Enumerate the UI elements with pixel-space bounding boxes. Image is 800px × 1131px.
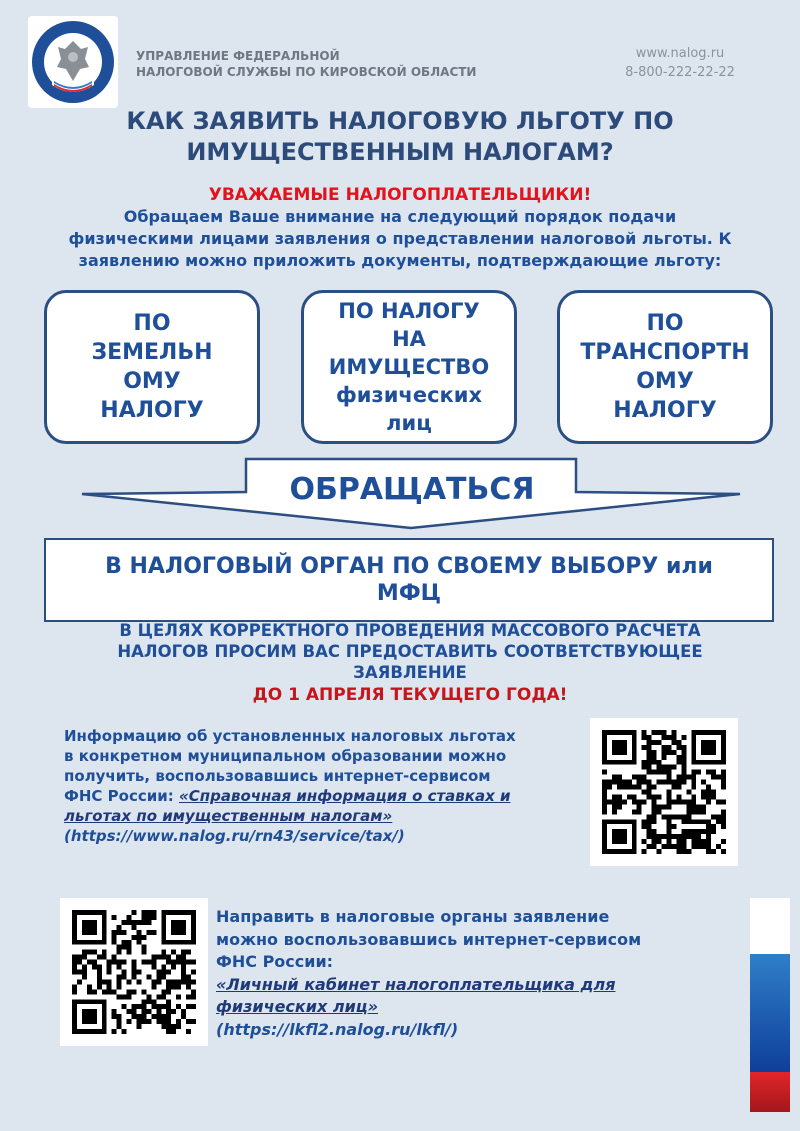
transport-tax-line-3: ОМУ [636, 369, 694, 394]
land-tax-line-3: ОМУ [123, 369, 181, 394]
transport-tax-line-4: НАЛОГУ [613, 398, 717, 423]
cabinet-service-link-part-2[interactable]: физических лиц» [216, 997, 379, 1016]
qr-code-icon [602, 730, 726, 854]
info-line-4-prefix: ФНС России: [64, 787, 179, 805]
transport-tax-line-1: ПО [646, 311, 684, 336]
intro-line-3: заявлению можно приложить документы, подтверждающие льготу: [78, 251, 722, 270]
property-tax-line-4: физических [335, 383, 483, 407]
purpose-line-1: В ЦЕЛЯХ КОРРЕКТНОГО ПРОВЕДЕНИЯ МАССОВОГО РАСЧЕТА [119, 621, 701, 640]
website-link[interactable]: www.nalog.ru [635, 46, 725, 61]
rates-service-link-part-2[interactable]: льготах по имущественным налогам» [64, 807, 393, 825]
flag-stripe-red [750, 1072, 790, 1112]
fns-logo [28, 16, 118, 108]
transport-tax-box [557, 290, 773, 444]
page-title-line-2: ИМУЩЕСТВЕННЫМ НАЛОГАМ? [186, 138, 614, 166]
purpose-line-3: ЗАЯВЛЕНИЕ [353, 663, 467, 682]
rates-info-text [64, 726, 580, 846]
purpose-line-2: НАЛОГОВ ПРОСИМ ВАС ПРЕДОСТАВИТЬ СООТВЕТСТВУЮЩЕЕ [117, 642, 703, 661]
organization-name-line-2: НАЛОГОВОЙ СЛУЖБЫ ПО КИРОВСКОЙ ОБЛАСТИ [136, 65, 477, 79]
deadline-text: ДО 1 АПРЕЛЯ ТЕКУЩЕГО ГОДА! [252, 685, 568, 705]
property-tax-line-2: НА [392, 327, 426, 351]
rates-service-url[interactable]: (https://www.nalog.ru/rn43/service/tax/) [64, 827, 405, 845]
property-tax-line-5: лиц [386, 411, 432, 435]
property-tax-line-1: ПО НАЛОГУ [338, 299, 480, 323]
page-title-line-1: КАК ЗАЯВИТЬ НАЛОГОВУЮ ЛЬГОТУ ПО [126, 107, 674, 135]
land-tax-line-4: НАЛОГУ [100, 398, 204, 423]
target-line-1: В НАЛОГОВЫЙ ОРГАН ПО СВОЕМУ ВЫБОРУ или [105, 554, 713, 579]
land-tax-box [44, 290, 260, 444]
intro-text [24, 206, 776, 272]
purpose-text [70, 620, 750, 683]
qr-code-icon [72, 910, 196, 1034]
target-line-2: МФЦ [376, 581, 442, 606]
hotline-phone: 8-800-222-22-22 [625, 65, 735, 80]
property-tax-line-3: ИМУЩЕСТВО [328, 355, 490, 379]
info-line-2: в конкретном муниципальном образовании можно [64, 747, 507, 765]
rates-service-link-part-1[interactable]: «Справочная информация о ставках и [178, 787, 511, 805]
rates-qr-code [590, 718, 738, 866]
info-line-4 [64, 786, 580, 806]
info-line-1: Информацию об установленных налоговых льготах [64, 727, 516, 745]
send-line-3: ФНС России: [216, 952, 334, 971]
cabinet-qr-code [60, 898, 208, 1046]
send-line-1: Направить в налоговые органы заявление [216, 907, 610, 926]
info-line-3: получить, воспользовавшись интернет-сервисом [64, 767, 491, 785]
organization-name [136, 48, 496, 80]
property-tax-box [301, 290, 517, 444]
send-line-2: можно воспользовавшись интернет-сервисом [216, 929, 642, 949]
intro-line-1: Обращаем Ваше внимание на следующий порядок подачи [123, 207, 677, 226]
cabinet-info-text [216, 906, 744, 1041]
info-line-5 [64, 806, 580, 826]
tax-office-or-mfc-box [44, 538, 774, 622]
cabinet-service-link-part-1[interactable]: «Личный кабинет налогоплательщика для [216, 974, 616, 994]
cabinet-service-url[interactable]: (https://lkfl2.nalog.ru/lkfl/) [216, 1019, 459, 1039]
fns-emblem-icon [30, 19, 116, 105]
apply-label: ОБРАЩАТЬСЯ [289, 472, 535, 507]
page-title [100, 106, 700, 168]
transport-tax-line-2: ТРАНСПОРТН [580, 340, 750, 365]
organization-name-line-1: УПРАВЛЕНИЕ ФЕДЕРАЛЬНОЙ [136, 49, 340, 63]
flag-stripe-white [750, 898, 790, 954]
land-tax-line-1: ПО [133, 311, 171, 336]
land-tax-line-2: ЗЕМЕЛЬН [91, 340, 213, 365]
flag-stripe-blue [750, 954, 790, 1072]
contacts [590, 44, 770, 82]
greeting: УВАЖАЕМЫЕ НАЛОГОПЛАТЕЛЬЩИКИ! [208, 185, 592, 205]
intro-line-2: физическими лицами заявления о представлении налоговой льготы. К [68, 229, 732, 248]
